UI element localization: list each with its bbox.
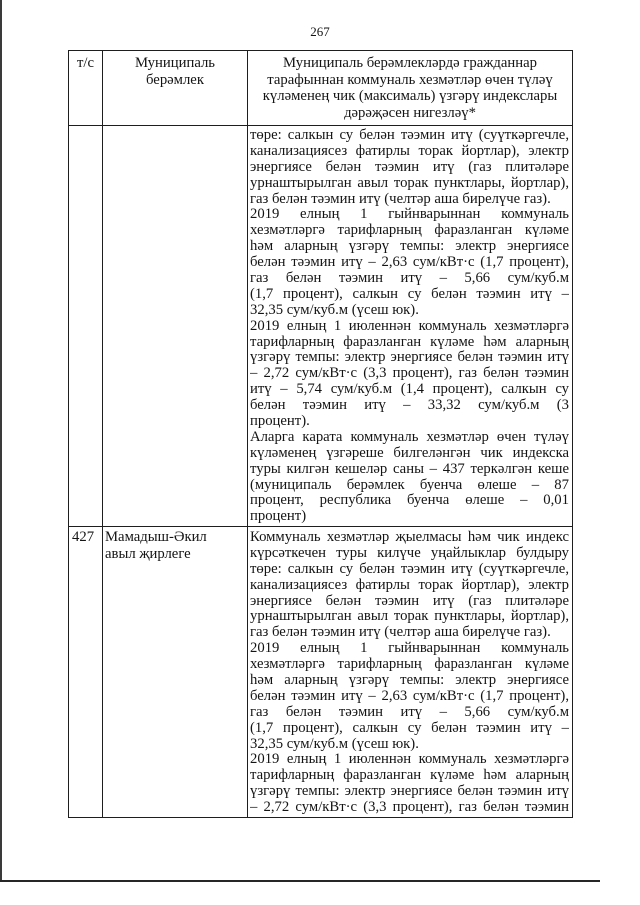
- justification-cell: [248, 527, 573, 818]
- header-justification-line: дәрәҗәсен нигезләү*: [344, 104, 476, 121]
- header-justification-line: тарафыннан коммуналь хезмәтләр өчен түләү: [267, 71, 553, 88]
- justification-cell: [248, 126, 573, 527]
- paragraph: [250, 128, 569, 207]
- municipality-name-line: Мамадыш-Әкил: [105, 529, 207, 545]
- text-line: 32,35 сум/куб.м (үсеш юк).: [250, 302, 419, 318]
- row-number-cell: [69, 126, 103, 527]
- text-line: тарифларның фаразланган күләме һәм аларның: [250, 768, 569, 784]
- table-row: [69, 126, 573, 527]
- header-municipality-cell: [103, 51, 248, 126]
- table-row: [69, 527, 573, 818]
- header-municipality-line: Муниципаль: [134, 55, 215, 71]
- header-number-label: т/с: [76, 55, 95, 71]
- text-line: процент, республика буенча өлеше – 0,01: [250, 493, 569, 509]
- row-number: 427: [72, 529, 95, 545]
- municipality-name-line: авыл җирлеге: [105, 545, 191, 562]
- text-line: тарифларның фаразланган күләме һәм аларның: [250, 334, 569, 350]
- paragraph: [250, 641, 569, 752]
- text-line: (1,7 процент), салкын су белән тәэмин итү –: [250, 286, 569, 302]
- text-line: процент).: [250, 414, 310, 430]
- municipal-index-table: [68, 50, 573, 818]
- row-number-cell: [69, 527, 103, 818]
- header-justification-line: Муниципаль берәмлекләрдә гражданнар: [283, 55, 537, 71]
- municipality-cell: [103, 126, 248, 527]
- paragraph: [250, 752, 569, 816]
- text-line: күләменең үзгәреше билгеләнгән чик индекска: [250, 445, 569, 461]
- text-line: хезмәтләргә тарифларның фаразланган күләме: [250, 223, 569, 239]
- text-line: Коммуналь хезмәтләр җыелмасы һәм чик индекс: [250, 530, 569, 545]
- header-number-cell: [69, 51, 103, 126]
- text-line: (муниципаль берәмлек буенча өлеше – 87: [250, 477, 569, 493]
- paragraph: [250, 530, 569, 641]
- table-header-row: [69, 51, 573, 126]
- text-line: хезмәтләргә тарифларның фаразланган күләме: [250, 657, 569, 673]
- text-line: төре: салкын су белән тәэмин итү (суүткәргечле,: [250, 561, 569, 577]
- text-line: газ белән тәэмин итү – 5,66 сум/куб.м: [250, 704, 569, 720]
- municipality-cell: [103, 527, 248, 818]
- text-line: күрсәткечен туры килүче уңайлыклар булдыру: [250, 545, 569, 561]
- text-line: энергиясе белән тәэмин итү (газ плитәләре: [250, 593, 569, 609]
- text-line: үзгәрү темпы: электр энергиясе белән тәэмин итү: [250, 784, 569, 800]
- page-number: 267: [310, 24, 330, 39]
- text-line: һәм аларның үзгәрү темпы: электр энергиясе: [250, 673, 569, 689]
- text-line: урнаштырылган авыл торак пунктлары, йортлар),: [250, 175, 569, 191]
- text-line: газ белән тәэмин итү (челтәр аша бирелүче газ).: [250, 625, 551, 641]
- text-line: Аларга карата коммуналь хезмәтләр өчен түләү: [250, 429, 569, 445]
- text-line: 32,35 сум/куб.м (үсеш юк).: [250, 736, 419, 752]
- text-line: 2019 елның 1 июленнән коммуналь хезмәтләргә: [250, 318, 569, 334]
- text-line: канализациясез фатирлы торак йортлар), электр: [250, 577, 569, 593]
- text-line: белән тәэмин итү – 33,32 сум/куб.м (3: [250, 398, 569, 414]
- text-line: 2019 елның 1 гыйнварыннан коммуналь: [250, 207, 569, 223]
- text-line: канализациясез фатирлы торак йортлар), электр: [250, 143, 569, 159]
- header-justification-cell: [248, 51, 573, 126]
- text-line: процент): [250, 509, 307, 525]
- header-justification-line: күләменең чик (максималь) үзгәрү индекслары: [262, 88, 558, 105]
- paragraph: [250, 319, 569, 430]
- text-line: газ белән тәэмин итү (челтәр аша бирелүче газ).: [250, 191, 551, 207]
- text-line: үзгәрү темпы: электр энергиясе белән тәэмин итү: [250, 350, 569, 366]
- text-line: (1,7 процент), салкын су белән тәэмин итү –: [250, 720, 569, 736]
- text-line: энергиясе белән тәэмин итү (газ плитәләре: [250, 159, 569, 175]
- text-line: – 2,72 сум/кВт·с (3,3 процент), газ белән тәэмин: [250, 800, 569, 816]
- text-line: төре: салкын су белән тәэмин итү (суүткәргечле,: [250, 128, 569, 143]
- text-line: 2019 елның 1 июленнән коммуналь хезмәтләргә: [250, 752, 569, 768]
- header-municipality-line: берәмлек: [146, 71, 204, 88]
- text-line: туры килгән кешеләр саны – 437 теркәлгән кеше: [250, 461, 569, 477]
- text-line: белән тәэмин итү – 2,63 сум/кВт·с (1,7 процент),: [250, 255, 569, 271]
- text-line: белән тәэмин итү – 2,63 сум/кВт·с (1,7 процент),: [250, 688, 569, 704]
- text-line: – 2,72 сум/кВт·с (3,3 процент), газ белән тәэмин: [250, 366, 569, 382]
- paragraph: [250, 207, 569, 318]
- text-line: газ белән тәэмин итү – 5,66 сум/куб.м: [250, 271, 569, 287]
- text-line: 2019 елның 1 гыйнварыннан коммуналь: [250, 641, 569, 657]
- scan-bottom-edge-line: [0, 880, 600, 882]
- scan-left-edge-line: [0, 0, 2, 882]
- paragraph: [250, 430, 569, 525]
- text-line: урнаштырылган авыл торак пунктлары, йортлар),: [250, 609, 569, 625]
- text-line: һәм аларның үзгәрү темпы: электр энергиясе: [250, 239, 569, 255]
- text-line: итү – 5,74 сум/куб.м (1,4 процент), салкын су: [250, 382, 569, 398]
